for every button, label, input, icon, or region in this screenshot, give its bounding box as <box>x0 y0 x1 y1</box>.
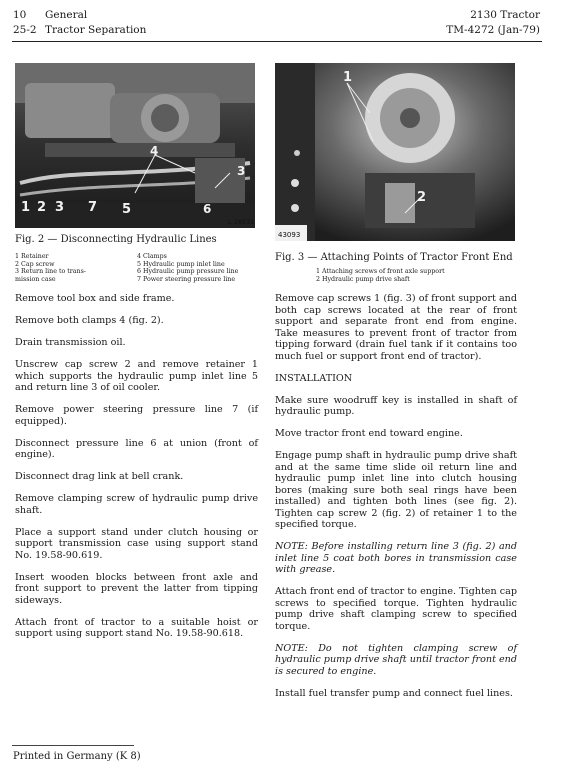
page-number: 10 <box>13 9 27 21</box>
fig3-legend-item: 1 Attaching screws of front axle support <box>316 268 445 275</box>
subpage-number: 25-2 <box>13 24 37 36</box>
right-column <box>275 293 517 710</box>
instruction: Move tractor front end toward engine. <box>275 428 463 439</box>
fig3-legend-item: 2 Hydraulic pump drive shaft <box>316 275 410 283</box>
fig2-legend-item: 3 Return line to trans- <box>15 268 86 275</box>
note: NOTE: Before installing return line 3 (fig. 2) and inlet line 5 coat both bores in transmission case with grease. <box>275 541 517 575</box>
figure-3-caption: Fig. 3 — Attaching Points of Tractor Front End <box>275 252 513 263</box>
instruction: Remove power steering pressure line 7 (if equipped). <box>15 404 258 427</box>
figure-2-caption: Fig. 2 — Disconnecting Hydraulic Lines <box>15 234 217 245</box>
fig2-callout-1: 1 <box>21 200 31 215</box>
instruction: Remove both clamps 4 (fig. 2). <box>15 315 164 326</box>
fig3-callout-1: 1 <box>343 70 353 85</box>
fig2-legend-item: 5 Hydraulic pump inlet line <box>137 260 225 268</box>
tractor-model: 2130 Tractor <box>470 9 540 21</box>
note: NOTE: Do not tighten clamping screw of hydraulic pump drive shaft until tractor front end is secured to engine. <box>275 642 517 677</box>
installation-heading: INSTALLATION <box>275 372 353 384</box>
fig2-legend-item: mission case <box>15 275 56 283</box>
fig2-legend-item: 1 Retainer <box>15 253 49 260</box>
instruction: Remove clamping screw of hydraulic pump drive shaft. <box>15 493 258 516</box>
footer-rule <box>12 745 134 746</box>
page-header-left <box>13 8 146 38</box>
instruction: Disconnect pressure line 6 at union (front of engine). <box>15 437 258 460</box>
fig2-callout-2: 2 <box>37 200 47 215</box>
figure-3-photo <box>275 63 515 241</box>
figure-2-photo <box>15 63 255 228</box>
fig2-callout-7: 7 <box>88 200 98 215</box>
instruction: Attach front end of tractor to engine. Tighten cap screws to specified torque. Tighten hydraulic pump drive shaft clamping screw to specified torque. <box>275 586 517 632</box>
instruction: Remove tool box and side frame. <box>15 293 175 304</box>
fig2-callout-3: 3 <box>55 200 65 215</box>
fig2-legend-item: 4 Clamps <box>137 253 167 260</box>
fig3-callout-2: 2 <box>417 190 427 205</box>
fig2-callout-3b: 3 <box>237 164 246 178</box>
figure-2-code: L 16531 <box>228 218 255 226</box>
fig2-callout-6: 6 <box>203 202 212 216</box>
instruction: Drain transmission oil. <box>15 337 126 348</box>
fig2-legend-item: 2 Cap screw <box>15 260 55 268</box>
figure-3-code: 43093 <box>278 231 301 239</box>
page-footer: Printed in Germany (K 8) <box>13 751 141 762</box>
fig2-legend-item: 7 Power steering pressure line <box>137 275 236 283</box>
fig2-callout-5: 5 <box>122 202 132 217</box>
section-title: General <box>45 9 88 21</box>
instruction: Engage pump shaft in hydraulic pump drive shaft and at the same time slide oil return line and hydraulic pump inlet line into clutch housing bores (making sure both seal rings have been installed) and tighten both lines (see fig. 2). Tighten cap screw 2 (fig. 2) of retainer 1 to the specified torque. <box>275 450 517 530</box>
fig2-callout-4: 4 <box>150 144 159 158</box>
instruction: Make sure woodruff key is installed in shaft of hydraulic pump. <box>275 394 517 417</box>
manual-number: TM-4272 (Jan-79) <box>446 24 540 36</box>
fig2-legend-item: 6 Hydraulic pump pressure line <box>137 268 239 275</box>
figure-3-legend <box>316 268 516 284</box>
instruction: Place a support stand under clutch housing or support transmission case using support stand No. 19.58-90.619. <box>15 526 258 561</box>
instruction: Install fuel transfer pump and connect fuel lines. <box>275 687 513 699</box>
figure-2-legend <box>15 253 260 287</box>
subsection-title: Tractor Separation <box>45 24 147 36</box>
left-column <box>15 293 258 650</box>
page-header-right <box>446 8 540 38</box>
instruction: Insert wooden blocks between front axle and front support to prevent the latter from tipping sideways. <box>15 571 258 606</box>
header-rule <box>12 41 542 42</box>
instruction: Unscrew cap screw 2 and remove retainer 1 which supports the hydraulic pump inlet line 5 and return line 3 of oil cooler. <box>15 359 258 393</box>
instruction: Remove cap screws 1 (fig. 3) of front support and both cap screws located at the rear of front support and separate front end from engine. Take measures to prevent front of tractor from tipping forward (drain fuel tank if it contains too much fuel or support front end of tractor). <box>275 293 517 362</box>
instruction: Attach front of tractor to a suitable hoist or support using support stand No. 19.58-90.618. <box>15 616 258 639</box>
instruction: Disconnect drag link at bell crank. <box>15 471 184 482</box>
